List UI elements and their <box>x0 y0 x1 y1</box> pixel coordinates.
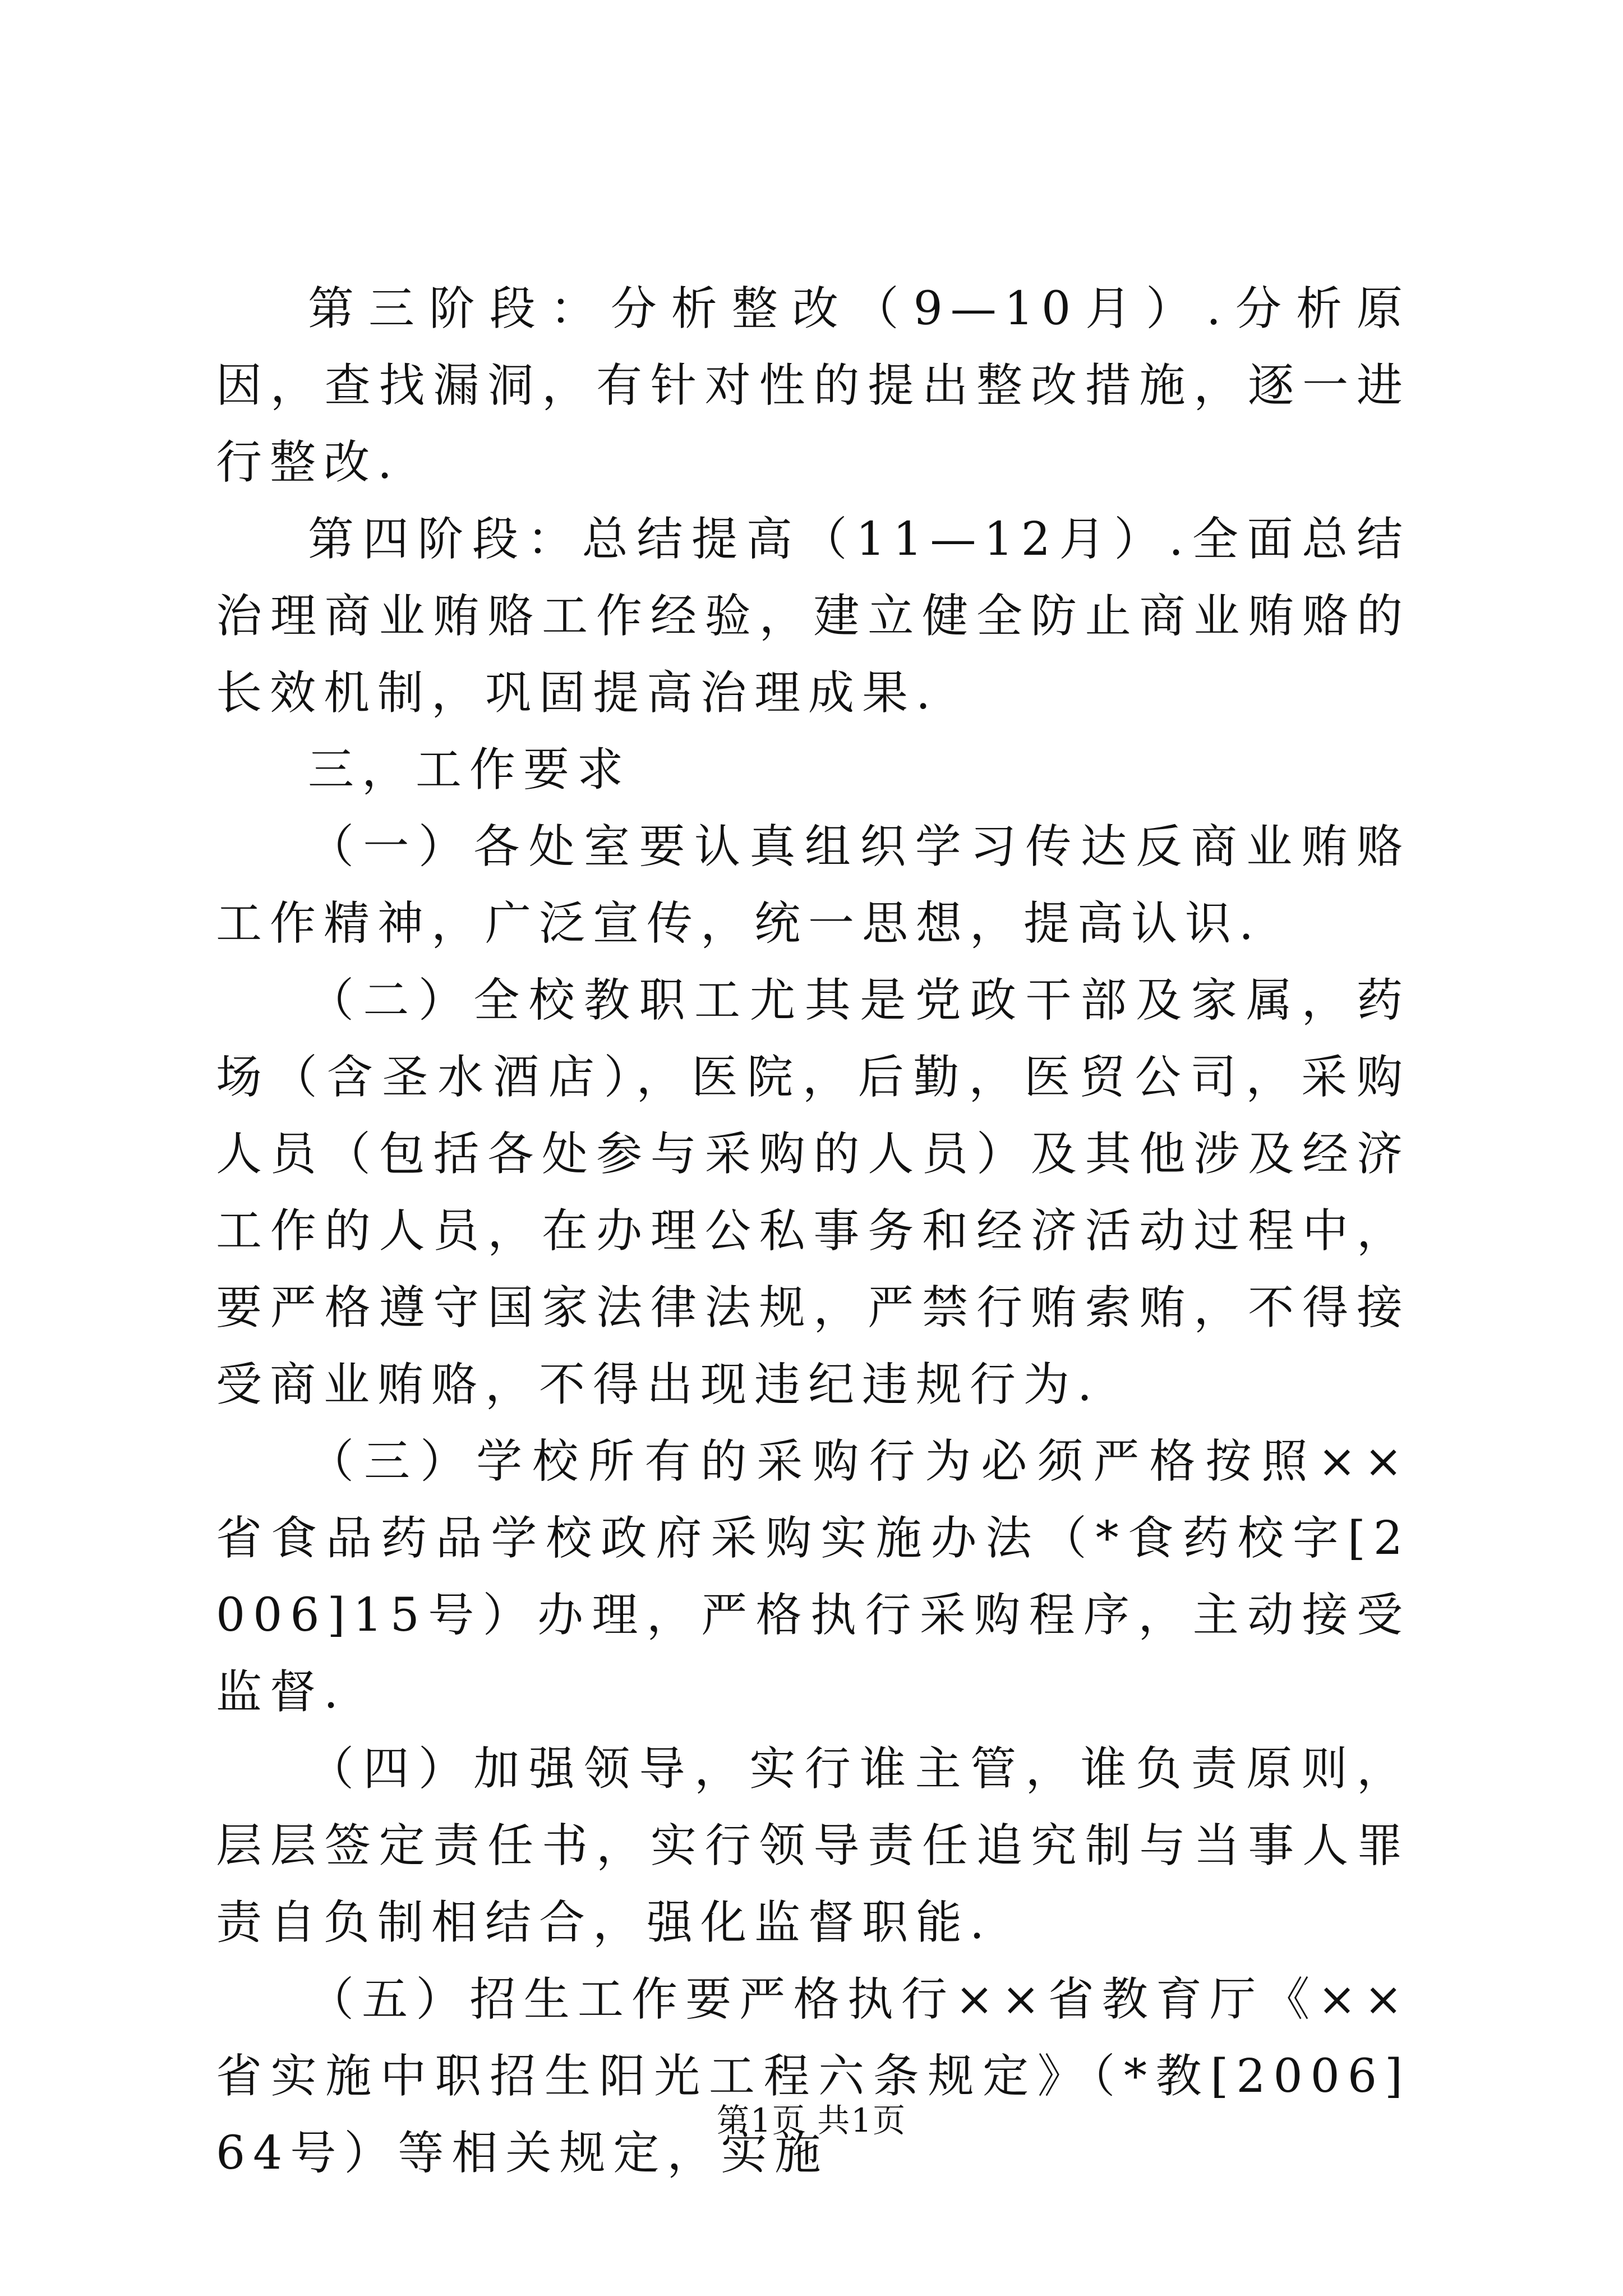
paragraph-requirement-two: （二）全校教职工尤其是党政干部及家属，药场（含圣水酒店），医院，后勤，医贸公司，采购人员（包括各处参与采购的人员）及其他涉及经济工作的人员，在办理公私事务和经济活动过程中，要严格遵守国家法律法规，严禁行贿索贿，不得接受商业贿赂，不得出现违纪违规行为. <box>216 974 1410 1411</box>
paragraph-requirement-three: （三）学校所有的采购行为必须严格按照××省食品药品学校政府采购实施办法（*食药校字[2006]15号）办理，严格执行采购程序，主动接受监督. <box>216 1435 1410 1719</box>
paragraph-requirement-five: （五）招生工作要严格执行××省教育厅《××省实施中职招生阳光工程六条规定》（*教[2006]64号）等相关规定，实施 <box>216 1973 1410 2180</box>
paragraph-requirement-one: （一）各处室要认真组织学习传达反商业贿赂工作精神，广泛宣传，统一思想，提高认识. <box>216 820 1410 950</box>
page-footer: 第1页 共1页 <box>716 2101 907 2139</box>
paragraph-requirement-four: （四）加强领导，实行谁主管，谁负责原则，层层签定责任书，实行领导责任追究制与当事人罪责自负制相结合，强化监督职能. <box>216 1742 1410 1949</box>
section-heading-work-requirements: 三，工作要求 <box>308 743 631 797</box>
document-body <box>216 270 1410 2192</box>
paragraph-stage-three: 第三阶段：分析整改（9—10月）.分析原因，查找漏洞，有针对性的提出整改措施，逐一进行整改. <box>216 282 1410 489</box>
paragraph-stage-four: 第四阶段：总结提高（11—12月）.全面总结治理商业贿赂工作经验，建立健全防止商业贿赂的长效机制，巩固提高治理成果. <box>216 513 1410 720</box>
